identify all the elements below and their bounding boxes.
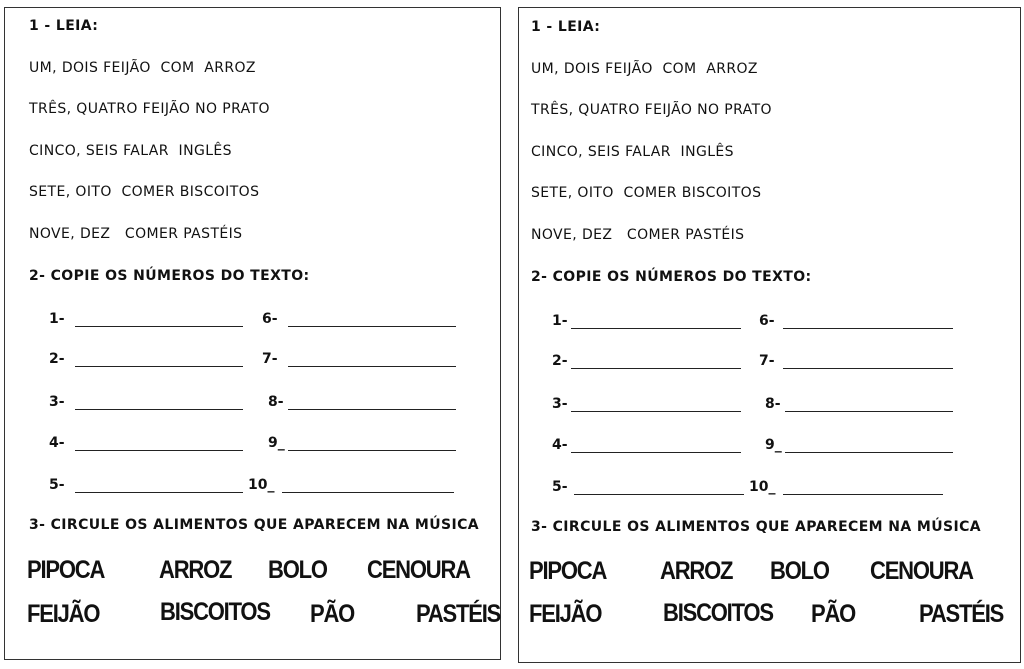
food-arroz[interactable]: ARROZ — [159, 555, 232, 584]
food-biscoitos[interactable]: BISCOITOS — [160, 597, 270, 626]
number-label-5: 5- — [49, 477, 65, 493]
food-pasteis[interactable]: PASTÉIS — [416, 599, 501, 628]
poem-line-3: CINCO, SEIS FALAR INGLÊS — [29, 143, 232, 159]
number-label-9: 9_ — [765, 437, 782, 453]
question-2-title: 2- COPIE OS NÚMEROS DO TEXTO: — [531, 269, 812, 285]
number-label-10: 10_ — [749, 479, 776, 495]
number-label-6: 6- — [262, 311, 278, 327]
answer-line-10[interactable] — [282, 492, 454, 493]
answer-line-8[interactable] — [288, 409, 456, 410]
food-bolo[interactable]: BOLO — [268, 555, 327, 584]
answer-line-7[interactable] — [783, 368, 953, 369]
question-3-title: 3- CIRCULE OS ALIMENTOS QUE APARECEM NA MÚSICA — [29, 517, 480, 533]
question-2-title: 2- COPIE OS NÚMEROS DO TEXTO: — [29, 268, 310, 284]
food-cenoura[interactable]: CENOURA — [367, 555, 470, 584]
answer-line-4[interactable] — [75, 450, 243, 451]
answer-line-1[interactable] — [571, 328, 741, 329]
answer-line-5[interactable] — [574, 494, 744, 495]
answer-line-3[interactable] — [75, 409, 243, 410]
number-label-9: 9_ — [268, 435, 285, 451]
poem-line-3: CINCO, SEIS FALAR INGLÊS — [531, 144, 734, 160]
answer-line-5[interactable] — [75, 492, 243, 493]
answer-line-2[interactable] — [75, 366, 243, 367]
poem-line-5: NOVE, DEZ COMER PASTÉIS — [531, 227, 745, 243]
poem-line-2: TRÊS, QUATRO FEIJÃO NO PRATO — [29, 101, 270, 117]
food-pipoca[interactable]: PIPOCA — [27, 555, 105, 584]
poem-line-4: SETE, OITO COMER BISCOITOS — [29, 184, 260, 200]
food-arroz[interactable]: ARROZ — [660, 556, 733, 585]
answer-line-7[interactable] — [288, 366, 456, 367]
number-label-4: 4- — [552, 437, 568, 453]
number-label-8: 8- — [268, 394, 284, 410]
answer-line-6[interactable] — [783, 328, 953, 329]
poem-line-5: NOVE, DEZ COMER PASTÉIS — [29, 226, 243, 242]
answer-line-4[interactable] — [571, 452, 741, 453]
food-pasteis[interactable]: PASTÉIS — [919, 599, 1004, 628]
food-bolo[interactable]: BOLO — [770, 556, 829, 585]
number-label-2: 2- — [49, 351, 65, 367]
food-pao[interactable]: PÃO — [310, 599, 355, 628]
food-biscoitos[interactable]: BISCOITOS — [663, 598, 773, 627]
answer-line-2[interactable] — [571, 368, 741, 369]
poem-line-4: SETE, OITO COMER BISCOITOS — [531, 185, 762, 201]
question-3-title: 3- CIRCULE OS ALIMENTOS QUE APARECEM NA MÚSICA — [531, 519, 982, 535]
number-label-4: 4- — [49, 435, 65, 451]
poem-line-2: TRÊS, QUATRO FEIJÃO NO PRATO — [531, 102, 772, 118]
poem-line-1: UM, DOIS FEIJÃO COM ARROZ — [531, 61, 758, 77]
food-pipoca[interactable]: PIPOCA — [529, 556, 607, 585]
number-label-3: 3- — [552, 396, 568, 412]
answer-line-9[interactable] — [785, 452, 953, 453]
food-feijao[interactable]: FEIJÃO — [27, 599, 100, 628]
worksheet-left — [4, 7, 501, 660]
worksheet-right — [518, 7, 1021, 663]
number-label-7: 7- — [262, 351, 278, 367]
food-pao[interactable]: PÃO — [811, 599, 856, 628]
number-label-8: 8- — [765, 396, 781, 412]
number-label-7: 7- — [759, 353, 775, 369]
answer-line-8[interactable] — [785, 411, 953, 412]
poem-line-1: UM, DOIS FEIJÃO COM ARROZ — [29, 60, 256, 76]
answer-line-9[interactable] — [288, 450, 456, 451]
answer-line-6[interactable] — [288, 326, 456, 327]
answer-line-1[interactable] — [75, 326, 243, 327]
food-feijao[interactable]: FEIJÃO — [529, 599, 602, 628]
number-label-1: 1- — [552, 313, 568, 329]
number-label-2: 2- — [552, 353, 568, 369]
number-label-3: 3- — [49, 394, 65, 410]
number-label-10: 10_ — [248, 477, 275, 493]
number-label-5: 5- — [552, 479, 568, 495]
answer-line-10[interactable] — [783, 494, 943, 495]
question-1-title: 1 - LEIA: — [29, 18, 99, 34]
food-cenoura[interactable]: CENOURA — [870, 556, 973, 585]
number-label-6: 6- — [759, 313, 775, 329]
number-label-1: 1- — [49, 311, 65, 327]
question-1-title: 1 - LEIA: — [531, 19, 601, 35]
answer-line-3[interactable] — [571, 411, 741, 412]
